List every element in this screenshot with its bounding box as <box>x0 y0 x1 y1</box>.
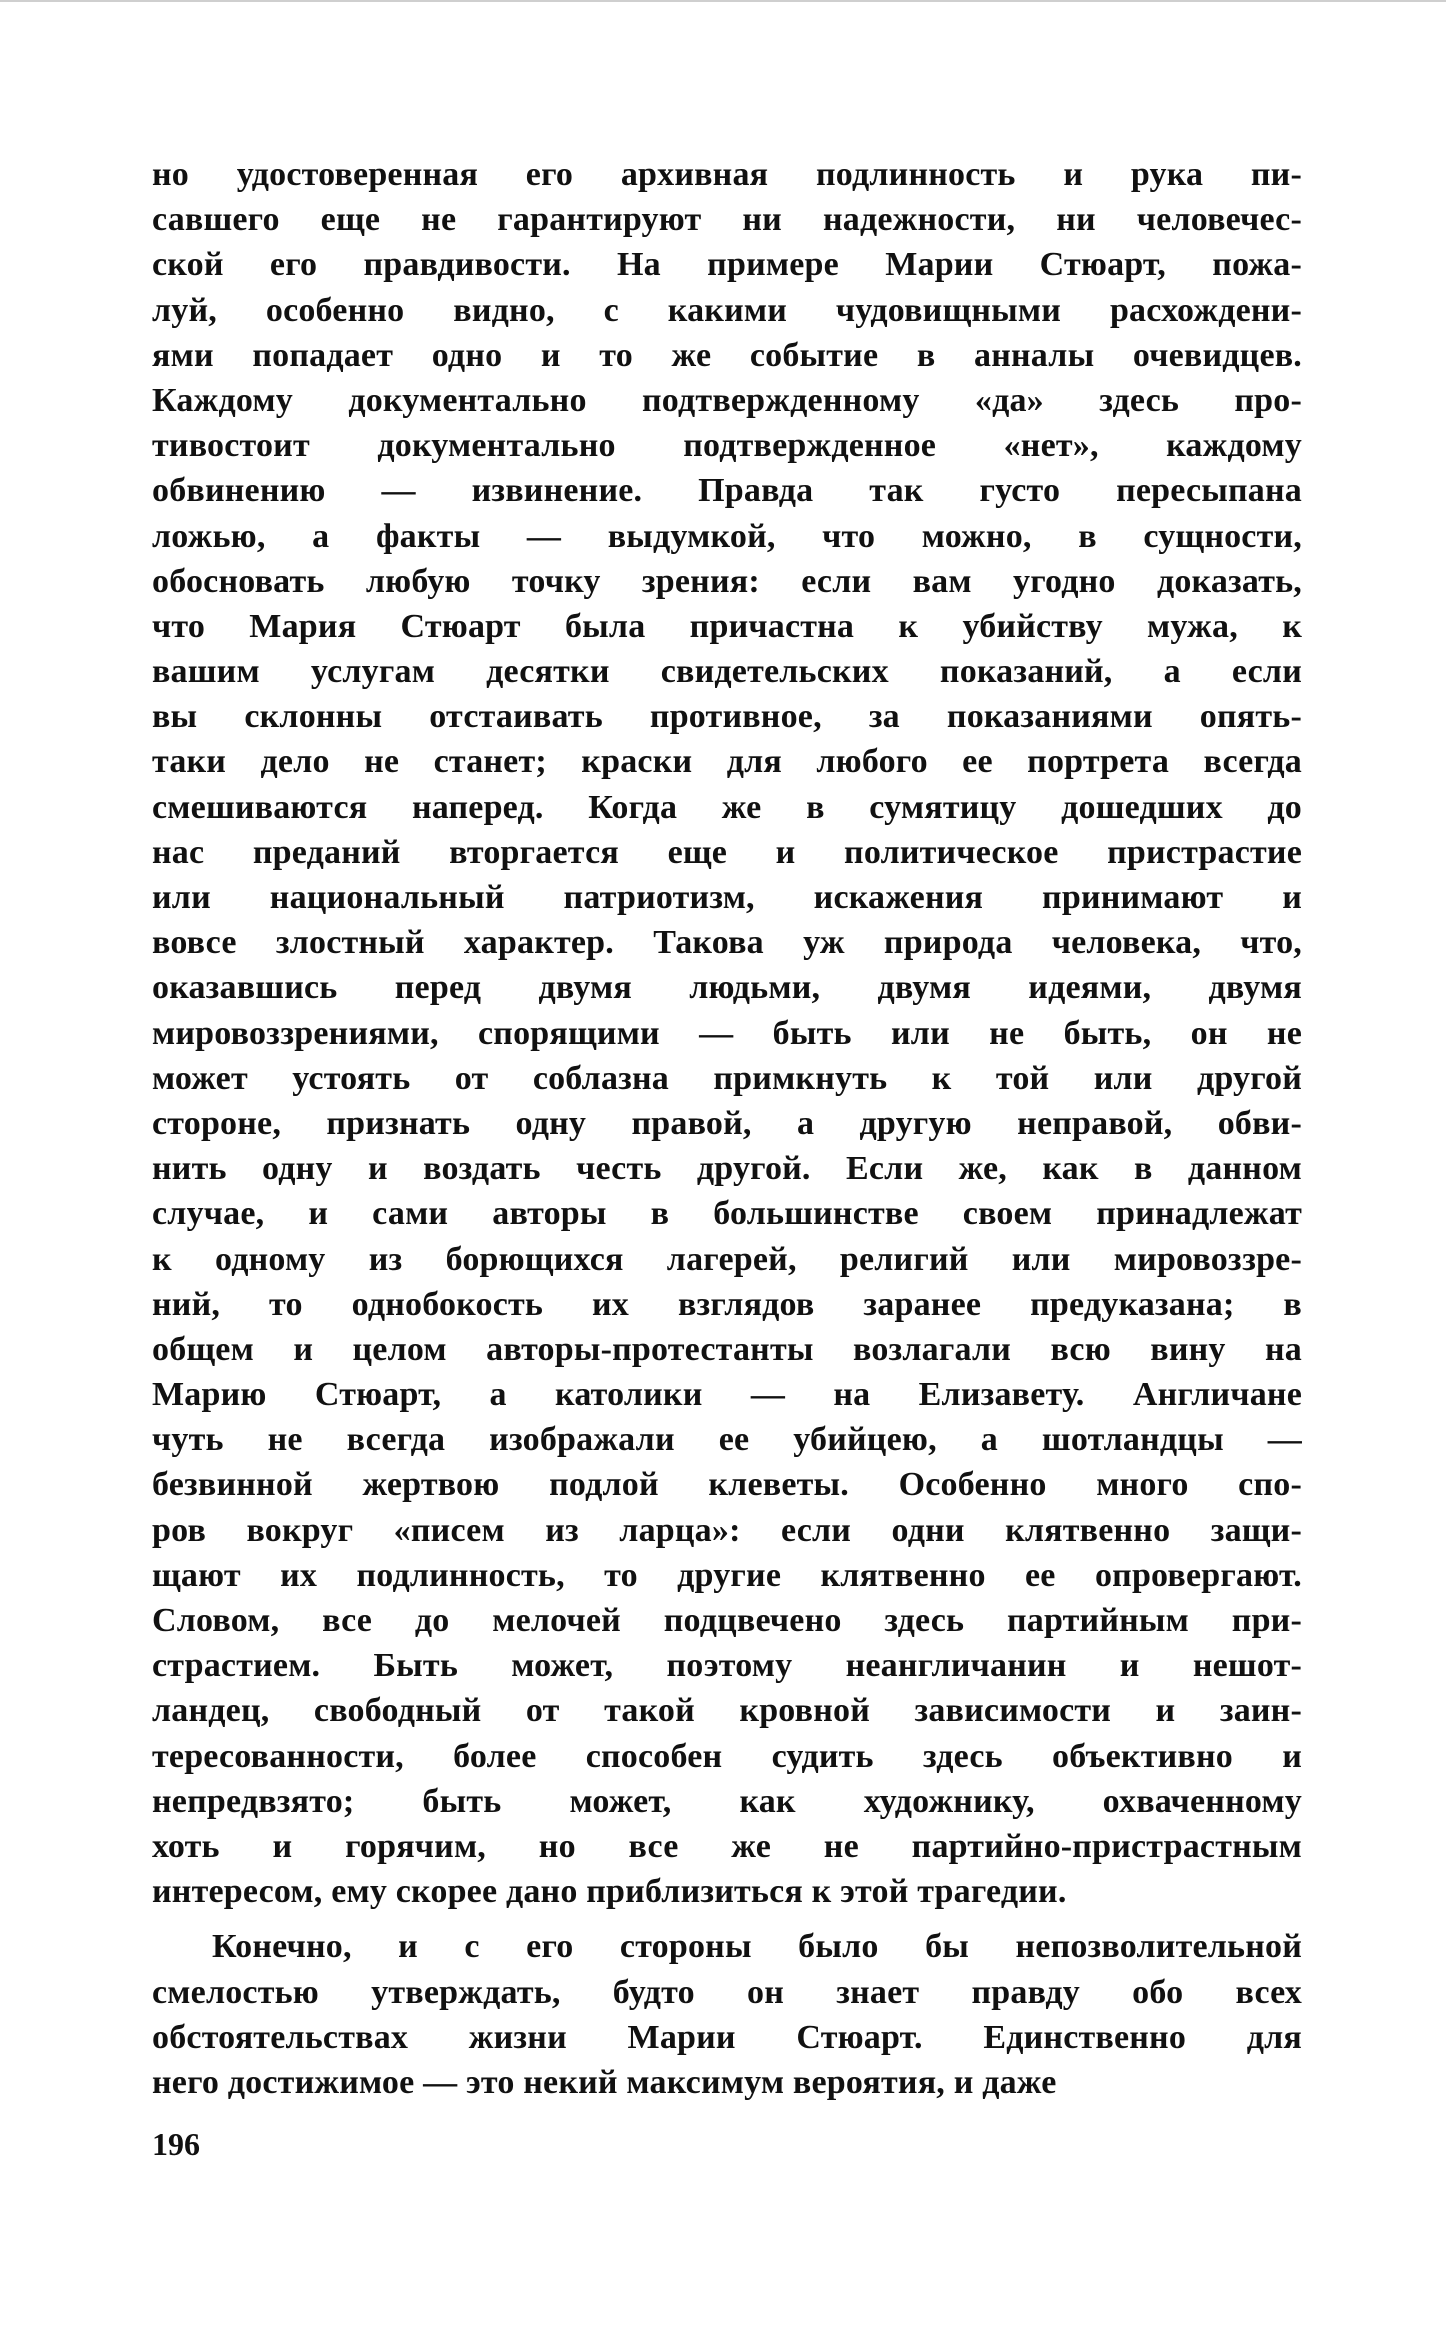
text-line: смешиваются наперед. Когда же в сумятицу дошедших до <box>152 788 1302 826</box>
text-line: но удостоверенная его архивная подлинность и рука пи- <box>152 156 1302 193</box>
text-line: хоть и горячим, но все же не партийно-пристрастным <box>152 1827 1302 1865</box>
page-number: 196 <box>152 2126 200 2162</box>
text-line: общем и целом авторы-протестанты возлагали всю вину на <box>152 1330 1302 1368</box>
text-line: смелостью утверждать, будто он знает правду обо всех <box>152 1973 1302 2011</box>
text-line: Марию Стюарт, а католики — на Елизавету. Англичане <box>152 1376 1302 1414</box>
text-line: луй, особенно видно, с какими чудовищными расхождени- <box>152 291 1302 329</box>
text-line: к одному из борющихся лагерей, религий или мировоззре- <box>152 1240 1302 1278</box>
text-line: мировоззрениями, спорящими — быть или не быть, он не <box>152 1014 1302 1052</box>
text-line: ложью, а факты — выдумкой, что можно, в сущности, <box>152 517 1302 555</box>
text-line: обвинению — извинение. Правда так густо пересыпана <box>152 472 1302 510</box>
text-line: может устоять от соблазна примкнуть к той или другой <box>152 1059 1302 1097</box>
text-line: щают их подлинность, то другие клятвенно ее опровергают. <box>152 1556 1302 1594</box>
text-line: стороне, признать одну правой, а другую неправой, обви- <box>152 1104 1302 1142</box>
text-line: обстоятельствах жизни Марии Стюарт. Единственно для <box>152 2018 1302 2056</box>
text-line: безвинной жертвою подлой клеветы. Особенно много спо- <box>152 1466 1302 1504</box>
text-line: него достижимое — это некий максимум вероятия, и даже <box>152 2063 1057 2101</box>
text-line: интересом, ему скорее дано приблизиться к этой трагедии. <box>152 1873 1067 1911</box>
text-line: ями попадает одно и то же событие в анналы очевидцев. <box>152 336 1302 374</box>
text-line: ландец, свободный от такой кровной зависимости и заин- <box>152 1692 1302 1730</box>
text-line: Словом, все до мелочей подцвечено здесь партийным при- <box>152 1602 1302 1639</box>
text-line: Каждому документально подтвержденному «да» здесь про- <box>152 381 1302 419</box>
paragraph-1 <box>152 152 1302 1914</box>
paragraph-gap <box>152 1914 1302 1924</box>
text-line: страстием. Быть может, поэтому неангличанин и нешот- <box>152 1647 1302 1685</box>
text-line: ров вокруг «писем из ларца»: если одни клятвенно защи- <box>152 1511 1302 1549</box>
text-line: вы склонны отстаивать противное, за показаниями опять- <box>152 698 1302 736</box>
text-line: Конечно, и с его стороны было бы непозволительной <box>212 1928 1302 1966</box>
text-line: ний, то однобокость их взглядов заранее предуказана; в <box>152 1285 1302 1323</box>
text-line: тересованности, более способен судить здесь объективно и <box>152 1737 1302 1775</box>
text-line: вовсе злостный характер. Такова уж природа человека, что, <box>152 924 1302 962</box>
text-line: нить одну и воздать честь другой. Если же, как в данном <box>152 1150 1302 1188</box>
text-line: непредвзято; быть может, как художнику, охваченному <box>152 1782 1302 1820</box>
text-line: случае, и сами авторы в большинстве своем принадлежат <box>152 1195 1302 1233</box>
text-line: чуть не всегда изображали ее убийцею, а шотландцы — <box>152 1421 1302 1459</box>
text-line: обосновать любую точку зрения: если вам угодно доказать, <box>152 562 1302 600</box>
text-line: или национальный патриотизм, искажения принимают и <box>152 879 1302 916</box>
text-line: оказавшись перед двумя людьми, двумя идеями, двумя <box>152 969 1302 1007</box>
text-line: таки дело не станет; краски для любого ее портрета всегда <box>152 743 1302 781</box>
text-line: тивостоит документально подтвержденное «нет», каждому <box>152 427 1302 465</box>
text-line: савшего еще не гарантируют ни надежности, ни человечес- <box>152 201 1302 239</box>
text-line: ской его правдивости. На примере Марии Стюарт, пожа- <box>152 246 1302 284</box>
body-text <box>152 152 1302 2105</box>
text-line: вашим услугам десятки свидетельских показаний, а если <box>152 653 1302 691</box>
paragraph-2 <box>152 1924 1302 2105</box>
text-line: что Мария Стюарт была причастна к убийству мужа, к <box>152 607 1302 645</box>
text-line: нас преданий вторгается еще и политическое пристрастие <box>152 833 1302 871</box>
